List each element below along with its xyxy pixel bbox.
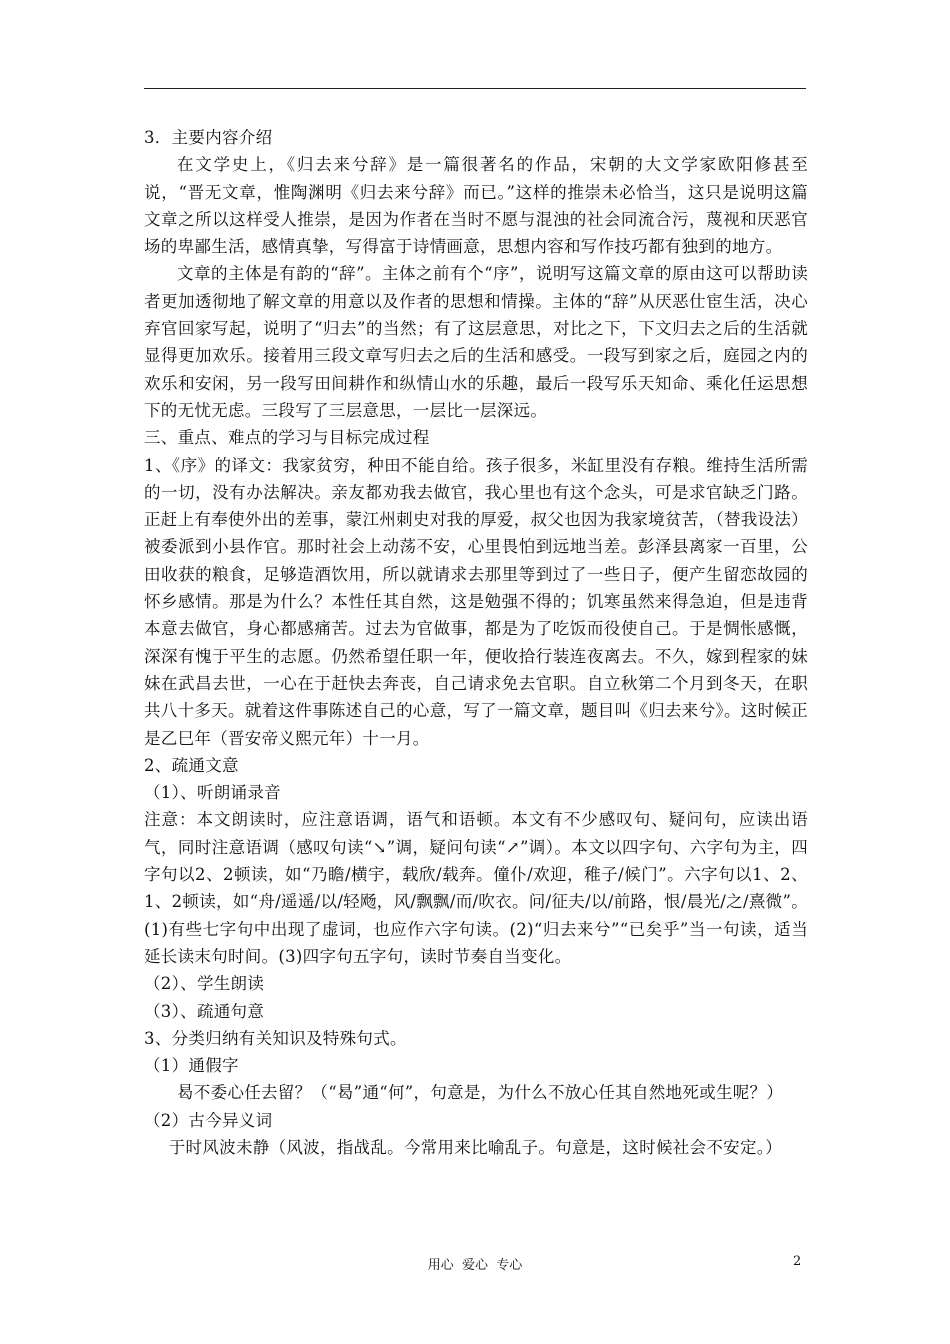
subheading-3-2: （2）古今异义词 (144, 1110, 273, 1130)
heading-main-content: 3．主要内容介绍 (144, 128, 273, 147)
page-number: 2 (793, 1254, 802, 1269)
heading-section-3: 三、重点、难点的学习与目标完成过程 (144, 428, 430, 448)
paragraph-intro-1: 在文学史上，《归去来兮辞》是一篇很著名的作品，宋朝的大文学家欧阳修甚至说，“晋无文章，惟陶渊明《归去来兮辞》而已。”这样的推崇未必恰当，这只是说明这篇文章之所以这样受人推崇，是因为作者在当时不愿与混浊的社会同流合污，蔑视和厌恶官场的卑鄙生活，感情真挚，写得富于诗情画意，思想内容和写作技巧都有独到的地方。 (144, 155, 808, 257)
header-rule (144, 88, 806, 89)
paragraph-translation: 1、《序》的译文：我家贫穷，种田不能自给。孩子很多，米缸里没有存粮。维持生活所需的一切，没有办法解决。亲友都劝我去做官，我心里也有这个念头，可是求官缺乏门路。正赶上有奉使外出的差事，蒙江州刺史对我的厚爱，叔父也因为我家境贫苦，（替我设法）被委派到小县作官。那时社会上动荡不安，心里畏怕到远地当差。彭泽县离家一百里，公田收获的粮食，足够造酒饮用，所以就请求去那里等到过了一些日子，便产生留恋故园的怀乡感情。那是为什么？本性任其自然，这是勉强不得的；饥寒虽然来得急迫，但是违背本意去做官，身心都感痛苦。过去为官做事，都是为了吃饭而役使自己。于是惆怅感慨，深深有愧于平生的志愿。仍然希望任职一年，便收拾行装连夜离去。不久，嫁到程家的妹妹在武昌去世，一心在于赶快去奔丧，自己请求免去官职。自立秋第二个月到冬天，在职共八十多天。就着这件事陈述自己的心意，写了一篇文章，题目叫《归去来兮》。这时候正是乙巳年（晋安帝义熙元年）十一月。 (144, 455, 808, 748)
example-gujinyiyi: 于时风波未静（风波，指战乱。今常用来比喻乱子。句意是，这时候社会不安定。） (168, 1137, 783, 1157)
heading-item-2: 2、疏通文意 (144, 755, 239, 775)
example-tongjiazi: 曷不委心任去留？（“曷”通“何”，句意是，为什么不放心任其自然地死或生呢？） (177, 1083, 784, 1103)
subheading-3-1: （1）通假字 (144, 1056, 239, 1076)
document-body (144, 124, 808, 1161)
subheading-2-2: （2）、学生朗读 (144, 974, 265, 994)
footer-slogan: 用心 爱心 专心 (427, 1258, 523, 1273)
paragraph-reading-note: 注意：本文朗读时，应注意语调，语气和语顿。本文有不少感叹句、疑问句，应读出语气，同时注意语调（感叹句读“↘”调，疑问句读“↗”调）。本文以四字句、六字句为主，四字句以2、2顿读，如“乃瞻/横宇，载欣/载奔。僮仆/欢迎，稚子/候门”。六字句以1、2、1、2顿读，如“舟/遥遥/以/轻飏，风/飘飘/而/吹衣。问/征夫/以/前路，恨/晨光/之/熹微”。(1)有些七字句中出现了虚词，也应作六字句读。(2)“归去来兮”“已矣乎”当一句读，适当延长读末句时间。(3)四字句五字句，读时节奏自当变化。 (144, 810, 808, 966)
heading-item-3: 3、分类归纳有关知识及特殊句式。 (144, 1028, 407, 1048)
subheading-2-1: （1）、听朗诵录音 (144, 783, 281, 803)
subheading-2-3: （3）、疏通句意 (144, 1001, 265, 1021)
paragraph-intro-2: 文章的主体是有韵的“辞”。主体之前有个“序”，说明写这篇文章的原由这可以帮助读者更加透彻地了解文章的用意以及作者的思想和情操。主体的“辞”从厌恶仕宦生活，决心弃官回家写起，说明了“归去”的当然；有了这层意思，对比之下，下文归去之后的生活就显得更加欢乐。接着用三段文章写归去之后的生活和感受。一段写到家之后，庭园之内的欢乐和安闲，另一段写田间耕作和纵情山水的乐趣，最后一段写乐天知命、乘化任运思想下的无忧无虑。三段写了三层意思，一层比一层深远。 (144, 264, 808, 420)
